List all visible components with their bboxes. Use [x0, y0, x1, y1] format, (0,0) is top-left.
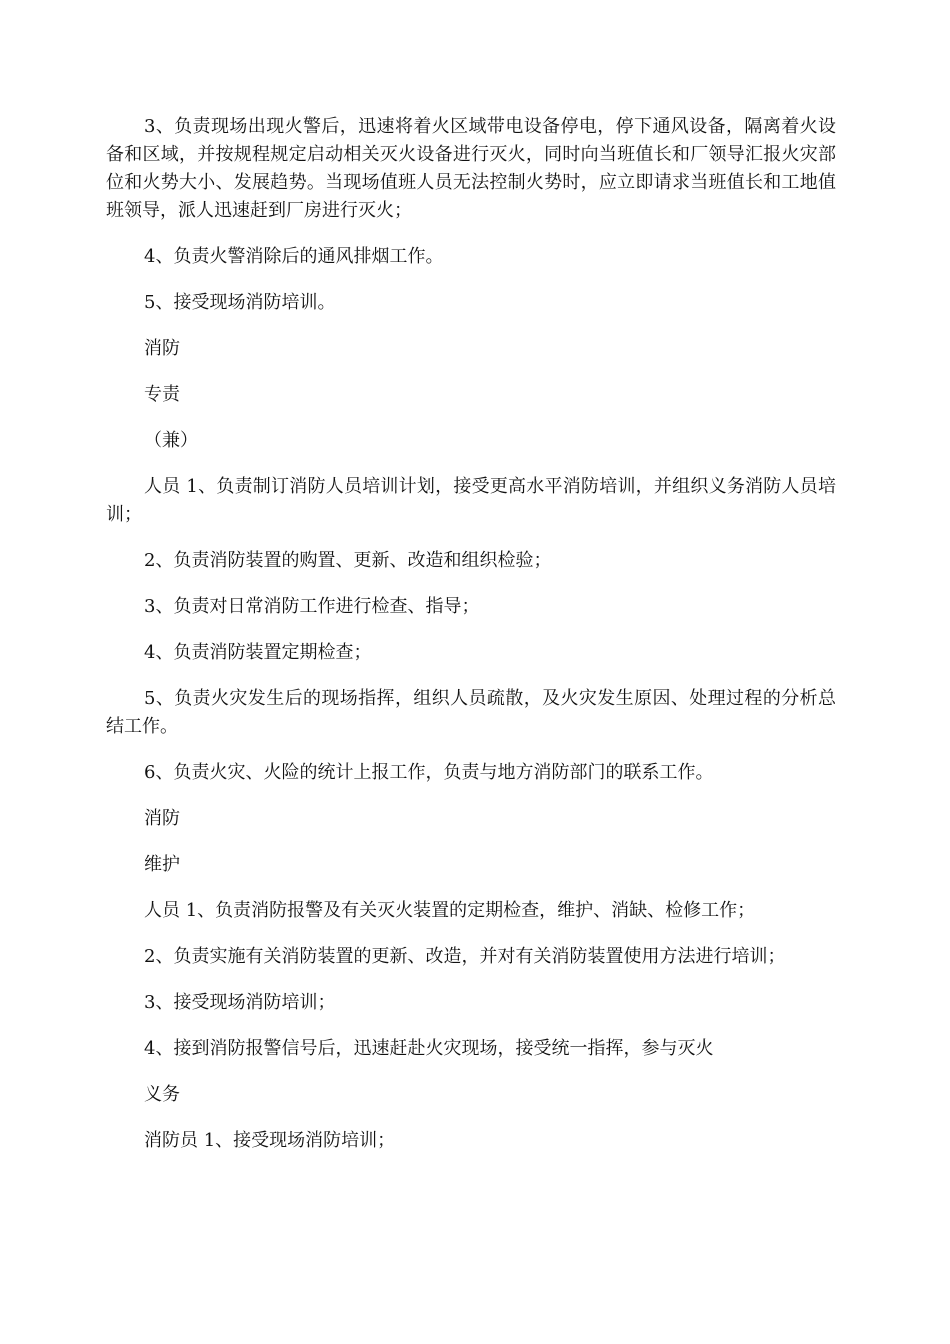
- paragraph: 5、负责火灾发生后的现场指挥，组织人员疏散，及火灾发生原因、处理过程的分析总结工作。: [106, 688, 836, 737]
- paragraph: 2、负责实施有关消防装置的更新、改造，并对有关消防装置使用方法进行培训；: [144, 946, 786, 967]
- paragraph: 3、接受现场消防培训；: [144, 992, 336, 1013]
- paragraph: 6、负责火灾、火险的统计上报工作，负责与地方消防部门的联系工作。: [144, 762, 714, 783]
- paragraph: 2、负责消防装置的购置、更新、改造和组织检验；: [144, 550, 552, 571]
- paragraph: 4、负责火警消除后的通风排烟工作。: [144, 246, 444, 267]
- paragraph: 3、负责对日常消防工作进行检查、指导；: [144, 596, 480, 617]
- paragraph: 消防员 1、接受现场消防培训；: [144, 1130, 396, 1151]
- paragraph: 5、接受现场消防培训。: [144, 292, 336, 313]
- paragraph: 消防: [144, 808, 180, 829]
- paragraph: 人员 1、负责消防报警及有关灭火装置的定期检查，维护、消缺、检修工作；: [144, 900, 756, 921]
- paragraph: 4、负责消防装置定期检查；: [144, 642, 372, 663]
- paragraph: 专责: [144, 384, 180, 405]
- paragraph: （兼）: [144, 430, 198, 451]
- paragraph: 维护: [144, 854, 180, 875]
- paragraph: 义务: [144, 1084, 180, 1105]
- paragraph: 人员 1、负责制订消防人员培训计划，接受更高水平消防培训，并组织义务消防人员培训；: [106, 476, 836, 525]
- paragraph: 4、接到消防报警信号后，迅速赶赴火灾现场，接受统一指挥，参与灭火: [144, 1038, 714, 1059]
- paragraph: 消防: [144, 338, 180, 359]
- document-body: [106, 113, 836, 1173]
- paragraph: 3、负责现场出现火警后，迅速将着火区域带电设备停电，停下通风设备，隔离着火设备和区域，并按规程规定启动相关灭火设备进行灭火，同时向当班值长和厂领导汇报火灾部位和火势大小、发展趋势。当现场值班人员无法控制火势时，应立即请求当班值长和工地值班领导，派人迅速赶到厂房进行灭火；: [106, 116, 836, 221]
